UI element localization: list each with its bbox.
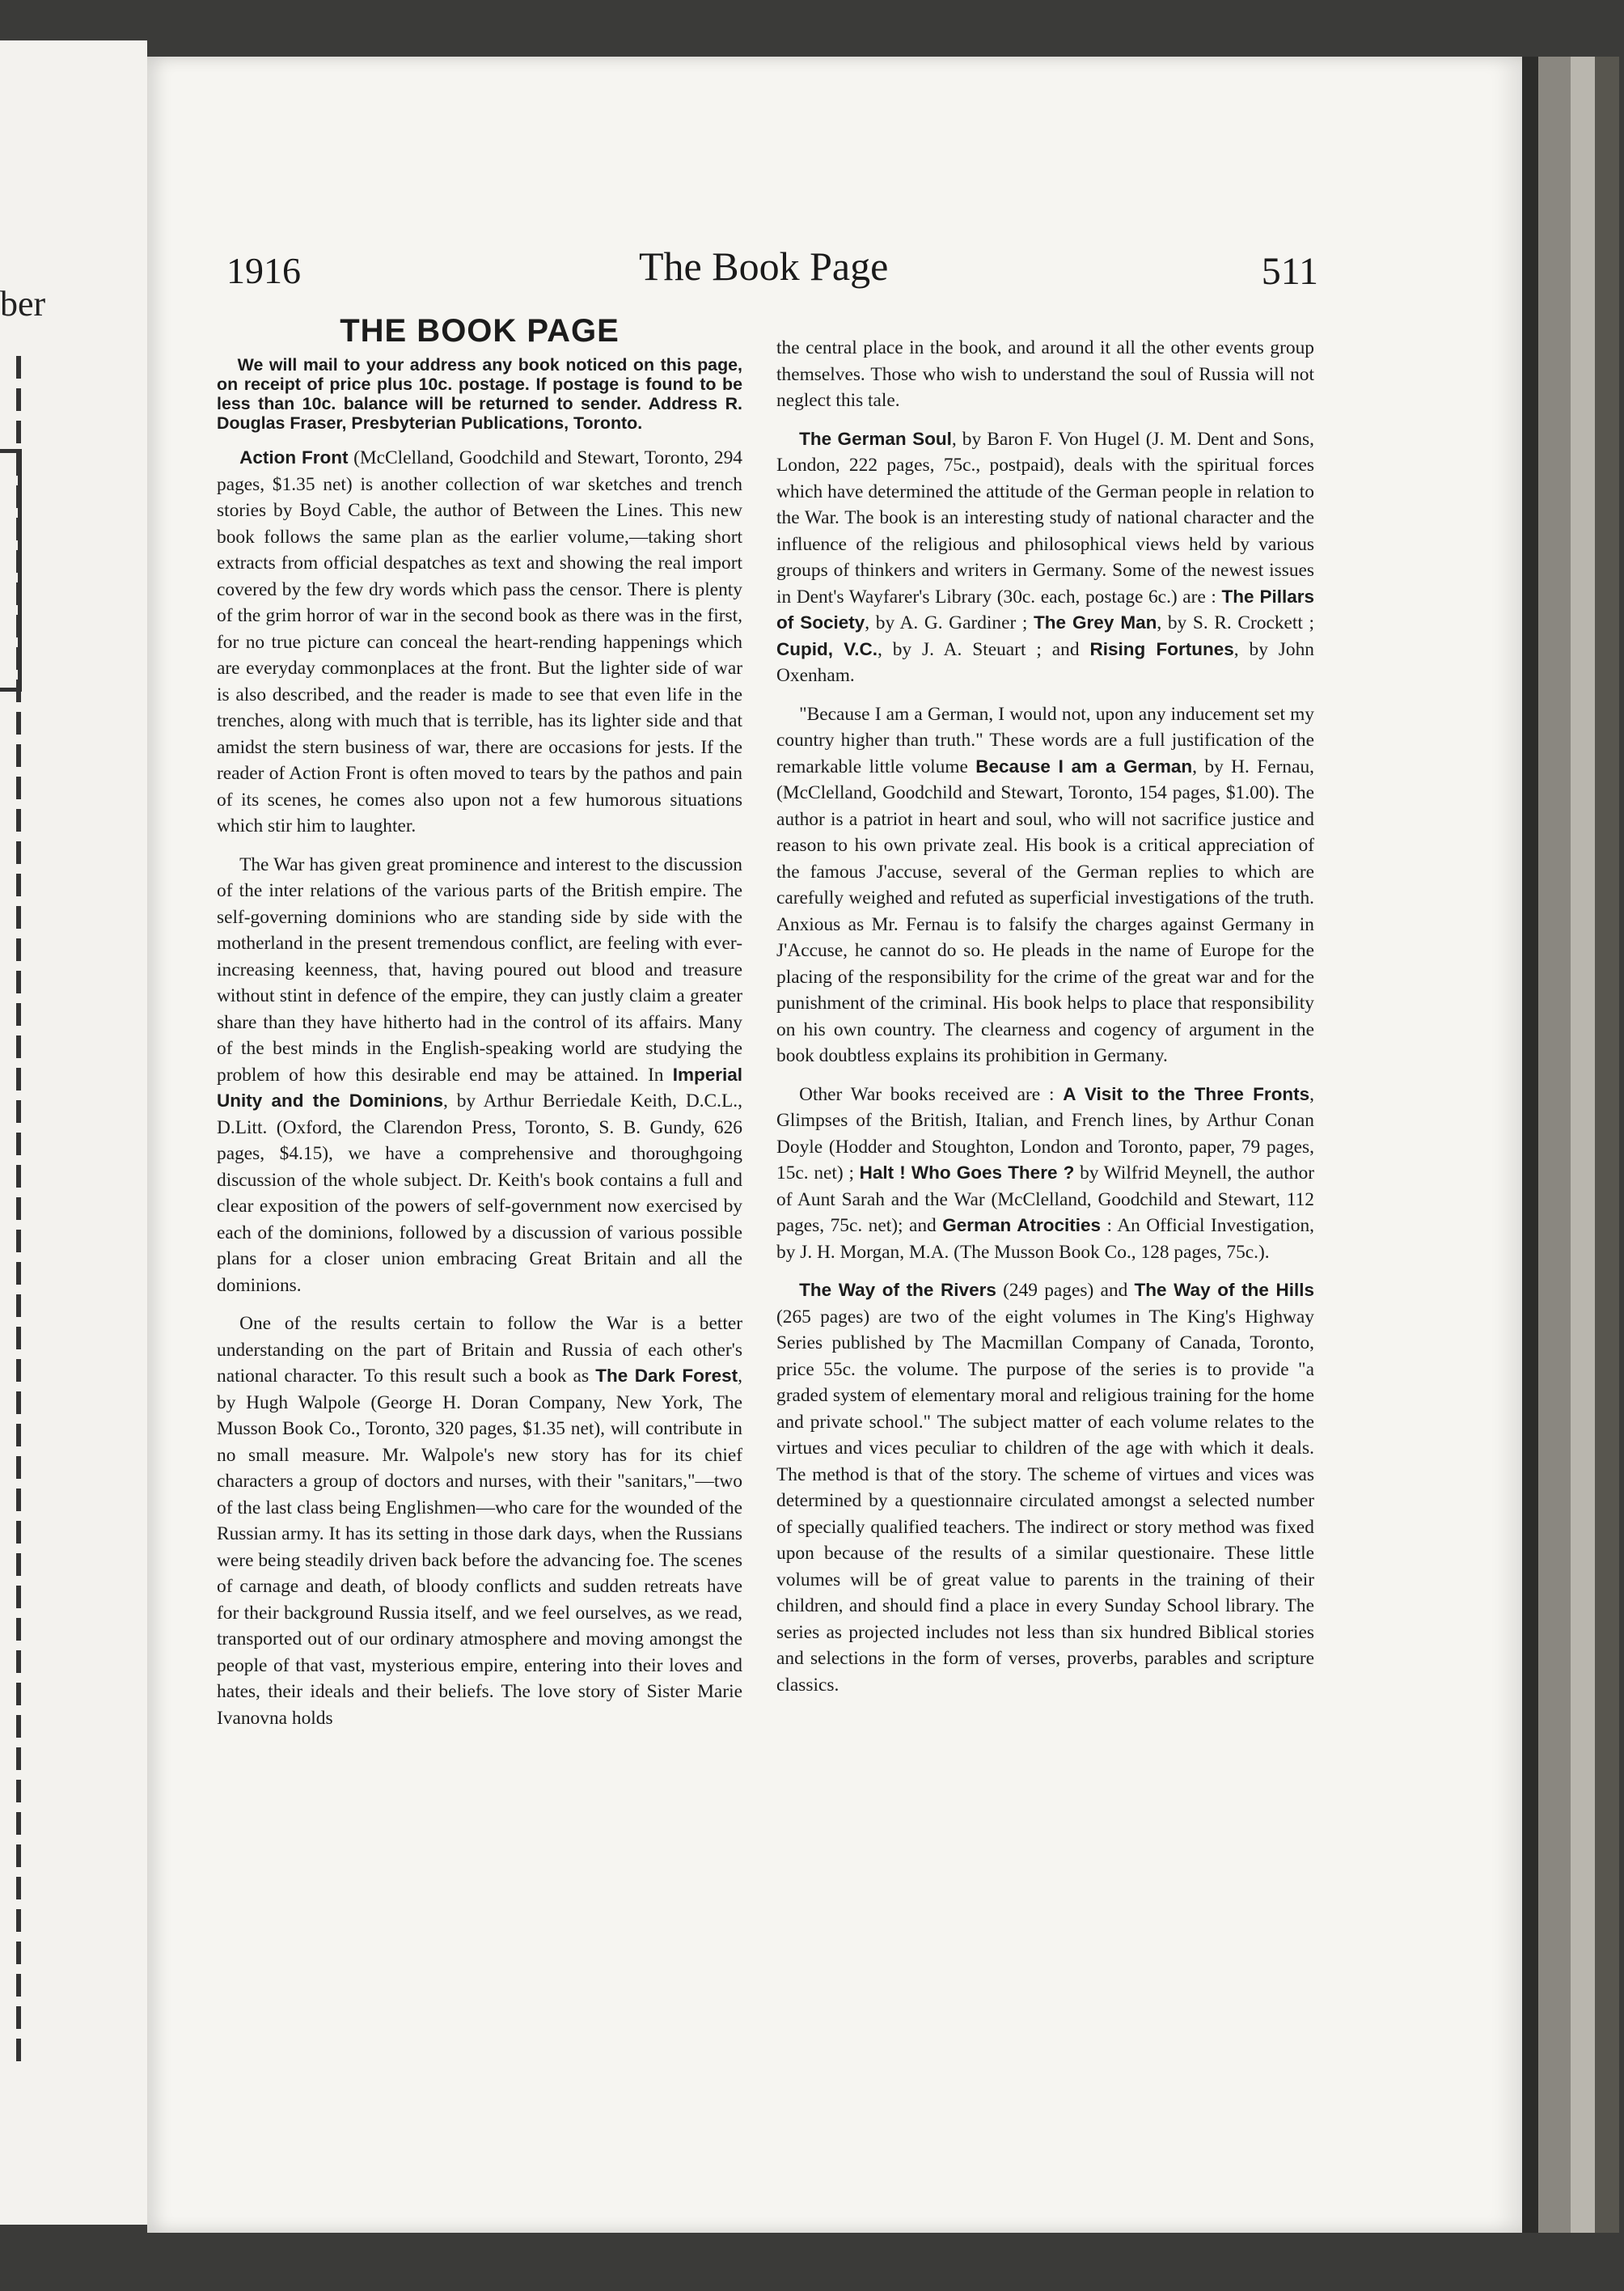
book-title: Action Front	[239, 447, 349, 468]
review-text: , Glimpses of the British, Italian, and French lines, by Arthur Conan Doyle (Hodder and Stoughton, London and Toronto, paper, 79 pages, 15c. net) ;	[776, 1083, 1315, 1184]
book-title: Because I am a German	[975, 756, 1193, 777]
review-other-war-books	[776, 1082, 1314, 1266]
column-left	[217, 311, 742, 1731]
page-number: 511	[1261, 250, 1318, 293]
book-title: Cupid, V.C.	[776, 638, 878, 659]
book-title: Rising Fortunes	[1089, 638, 1234, 659]
review-german-soul	[776, 426, 1314, 689]
masthead: THE BOOK PAGE	[340, 313, 620, 349]
review-text: : An Official Investigation, by J. H. Morgan, M.A. (The Musson Book Co., 128 pages, 75c.).	[776, 1215, 1314, 1263]
review-dark-forest	[217, 1311, 742, 1731]
book-title: The Grey Man	[1034, 612, 1157, 633]
review-text: , by Baron F. Von Hugel (J. M. Dent and Sons, London, 222 pages, 75c., postpaid), deals with the spiritual forces which have determined the attitude of the German people in relation to the War. The book is an interesting study of national character and the influence of the religious and philosophical views held by various groups of thinkers and writers in Germany. Some of the newest issues in Dent's Wayfarer's Library (30c. each, postage 6c.) are :	[776, 428, 1314, 608]
review-text: , by Hugh Walpole (George H. Doran Company, New York, The Musson Book Co., Toronto, 320 pages, $1.35 net), will contribute in no small measure. Mr. Walpole's new story has for its chief characters a group of doctors and nurses, with their "sanitars,"—two of the last class being Englishmen—who care for the wounded of the Russian army. It has its setting in those dark days, when the Russians were being steadily driven back before the advancing foe. The scenes of carnage and death, of bloody conflicts and sudden retreats have for their background Russia itself, and we feel ourselves, as we read, transported out of our ordinary atmosphere and moving amongst the people of that vast, mysterious empire, entering into their loves and hates, their ideals and their beliefs. The love story of Sister Marie Ivanovna holds	[217, 1366, 742, 1729]
mail-notice: We will mail to your address any book noticed on this page, on receipt of price plus 10c. postage. If postage is found to be less than 10c. balance will be returned to sender. Address R. Douglas Fraser, Presbyterian Publications, Toronto.	[217, 355, 742, 433]
review-text: , by Arthur Berriedale Keith, D.C.L., D.Litt. (Oxford, the Clarendon Press, Toronto, S. B. Gundy, 626 pages, $4.15), we have a comprehensive and thoroughgoing discussion of the whole subject. Dr. Keith's book contains a full and clear exposition of the powers of self-government now exercised by each of the dominions, followed by a discussion of various possible plans for a closer union embracing Great Britain and all the dominions.	[217, 1090, 742, 1296]
left-page-edge	[0, 40, 147, 2225]
left-page-edge-text: ber	[0, 284, 46, 324]
review-text: The War has given great prominence and interest to the discussion of the inter relations of the various parts of the British empire. The self-governing dominions who are standing side by side with the motherland in the present tremendous conflict, are feeling with ever-increasing keenness, that, having poured out blood and treasure without stint in defence of the empire, they can justly claim a greater share than they have hitherto had in the control of its affairs. Many of the best minds in the English-speaking world are studying the problem of how this desirable end may be attained. In	[217, 853, 742, 1086]
book-title: Imperial Unity and the Dominions	[217, 1064, 742, 1111]
header-title: The Book Page	[639, 243, 889, 289]
review-text: Other War books received are :	[799, 1083, 1064, 1105]
review-text: , by A. G. Gardiner ;	[865, 612, 1034, 633]
book-title: German Atrocities	[942, 1215, 1102, 1235]
review-imperial-unity	[217, 852, 742, 1299]
book-title: The German Soul	[799, 428, 952, 449]
book-title: The Way of the Hills	[1134, 1280, 1315, 1300]
review-text: , by John Oxenham.	[776, 638, 1314, 686]
book-title: The Pillars of Society	[776, 586, 1315, 633]
column-right	[776, 335, 1314, 1698]
review-text: (249 pages) and	[996, 1280, 1135, 1301]
running-header	[226, 243, 1318, 307]
book-binding-edge	[1522, 57, 1619, 2233]
book-title: The Way of the Rivers	[799, 1280, 996, 1300]
review-text: (McClelland, Goodchild and Stewart, Toronto, 294 pages, $1.35 net) is another collection of war sketches and trench stories by Boyd Cable, the author of Between the Lines. This new book follows the same plan as the earlier volume,—taking short extracts from official despatches as text and showing the real import covered by the few dry words which pass the censor. There is plenty of the grim horror of war in the second book as there was in the first, for no true picture can conceal the heart-rending happenings which are everyday commonplaces at the front. But the lighter side of war is also described, and the reader is made to see that even life in the trenches, along with much that is terrible, has its lighter side and that amidst the stern business of war, there are occasions for jests. If the reader of Action Front is often moved to tears by the pathos and pain of its scenes, he comes also upon not a few humorous situations which stir him to laughter.	[217, 447, 742, 836]
review-text: , by S. R. Crockett ;	[1157, 612, 1315, 633]
review-text: , by J. A. Steuart ; and	[877, 638, 1090, 660]
header-year: 1916	[226, 250, 301, 291]
book-title: A Visit to the Three Fronts	[1063, 1083, 1310, 1104]
review-text: One of the results certain to follow the War is a better understanding on the part of Britain and Russia of each other's national character. To this result such a book as	[217, 1313, 742, 1387]
review-because-german	[776, 701, 1314, 1069]
review-dark-forest-continued: the central place in the book, and around it all the other events group themselves. Those who wish to understand the soul of Russia will not neglect this tale.	[776, 337, 1314, 411]
review-action-front	[217, 445, 742, 840]
review-text: by Wilfrid Meynell, the author of Aunt Sarah and the War (McClelland, Goodchild and Stewart, 112 pages, 75c. net); and	[776, 1162, 1314, 1236]
review-text: (265 pages) are two of the eight volumes in The King's Highway Series published by The Macmillan Company of Canada, Toronto, price 55c. the volume. The purpose of the series is to provide "a graded system of elementary moral and religious training for the home and private school." The subject matter of each volume relates to the virtues and vices peculiar to children of the age with which it deals. The method is that of the story. The scheme of virtues and vices was determined by a questionnaire circulated amongst a selected number of specially qualified teachers. The indirect or story method was fixed upon because of the results of a similar questionaire. These little volumes will be of great value to parents in the training of their children, and should find a place in every Sunday School library. The series as projected includes not less than six hundred Biblical stories and selections in the form of verses, proverbs, parables and scripture classics.	[776, 1306, 1314, 1696]
review-text: "Because I am a German, I would not, upon any inducement set my country higher than truth." These words are a full justification of the remarkable little volume	[776, 703, 1314, 777]
book-title: The Dark Forest	[595, 1366, 738, 1386]
review-kings-highway	[776, 1277, 1314, 1698]
review-text: , by H. Fernau, (McClelland, Goodchild and Stewart, Toronto, 154 pages, $1.00). The author is a patriot in heart and soul, who will not sacrifice justice and reason to his own private zeal. His book is a critical appreciation of the famous J'accuse, several of the German replies to which are carefully weighed and refuted as superficial investigations of the truth. Anxious as Mr. Fernau is to falsify the charges against Germany in J'Accuse, he cannot do so. He pleads in the name of Europe for the placing of the responsibility for the crime of the great war and for the punishment of the criminal. His book helps to place that responsibility on his own country. The clearness and cogency of argument in the book doubtless explains its prohibition in Germany.	[776, 756, 1314, 1066]
left-page-border-box	[0, 449, 22, 692]
book-title: Halt ! Who Goes There ?	[859, 1162, 1075, 1183]
